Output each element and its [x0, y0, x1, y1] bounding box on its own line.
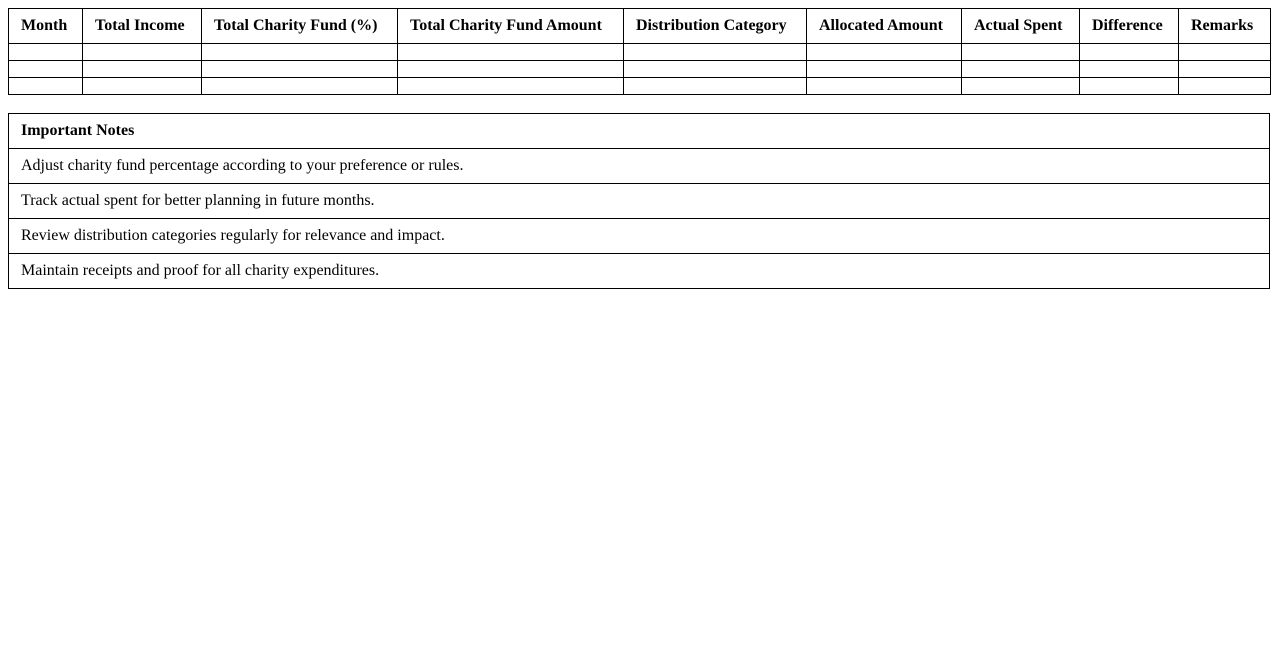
- table-cell[interactable]: [1080, 61, 1179, 78]
- table-cell[interactable]: [9, 44, 83, 61]
- note-item: Track actual spent for better planning in future months.: [9, 184, 1270, 219]
- table-cell[interactable]: [83, 44, 202, 61]
- important-notes-table: [8, 113, 1270, 289]
- header-allocated-amount: Allocated Amount: [807, 9, 962, 44]
- charity-fund-table: [8, 8, 1271, 95]
- note-row: [9, 184, 1270, 219]
- table-cell[interactable]: [9, 78, 83, 95]
- table-cell[interactable]: [83, 61, 202, 78]
- note-row: [9, 149, 1270, 184]
- table-cell[interactable]: [202, 78, 398, 95]
- header-distribution-category: Distribution Category: [624, 9, 807, 44]
- table-cell[interactable]: [624, 44, 807, 61]
- note-row: [9, 219, 1270, 254]
- table-cell[interactable]: [398, 44, 624, 61]
- note-item: Review distribution categories regularly for relevance and impact.: [9, 219, 1270, 254]
- header-total-charity-fund-percent: Total Charity Fund (%): [202, 9, 398, 44]
- header-difference: Difference: [1080, 9, 1179, 44]
- table-cell[interactable]: [962, 61, 1080, 78]
- table-cell[interactable]: [962, 44, 1080, 61]
- table-cell[interactable]: [1179, 61, 1271, 78]
- table-cell[interactable]: [1080, 78, 1179, 95]
- table-cell[interactable]: [1179, 78, 1271, 95]
- table-cell[interactable]: [1179, 44, 1271, 61]
- table-cell[interactable]: [624, 78, 807, 95]
- table-cell[interactable]: [807, 78, 962, 95]
- table-cell[interactable]: [807, 61, 962, 78]
- table-cell[interactable]: [202, 44, 398, 61]
- table-row: [9, 44, 1271, 61]
- header-total-charity-fund-amount: Total Charity Fund Amount: [398, 9, 624, 44]
- table-cell[interactable]: [962, 78, 1080, 95]
- table-cell[interactable]: [624, 61, 807, 78]
- table-cell[interactable]: [398, 61, 624, 78]
- note-item: Adjust charity fund percentage according to your preference or rules.: [9, 149, 1270, 184]
- header-month: Month: [9, 9, 83, 44]
- header-remarks: Remarks: [1179, 9, 1271, 44]
- table-header-row: [9, 9, 1271, 44]
- table-cell[interactable]: [202, 61, 398, 78]
- header-total-income: Total Income: [83, 9, 202, 44]
- table-cell[interactable]: [1080, 44, 1179, 61]
- table-cell[interactable]: [398, 78, 624, 95]
- note-item: Maintain receipts and proof for all charity expenditures.: [9, 254, 1270, 289]
- table-cell[interactable]: [807, 44, 962, 61]
- document-sheet: [8, 8, 1270, 289]
- note-row: [9, 254, 1270, 289]
- notes-title: Important Notes: [9, 114, 1270, 149]
- table-cell[interactable]: [83, 78, 202, 95]
- table-cell[interactable]: [9, 61, 83, 78]
- table-row: [9, 78, 1271, 95]
- table-row: [9, 61, 1271, 78]
- notes-header-row: [9, 114, 1270, 149]
- header-actual-spent: Actual Spent: [962, 9, 1080, 44]
